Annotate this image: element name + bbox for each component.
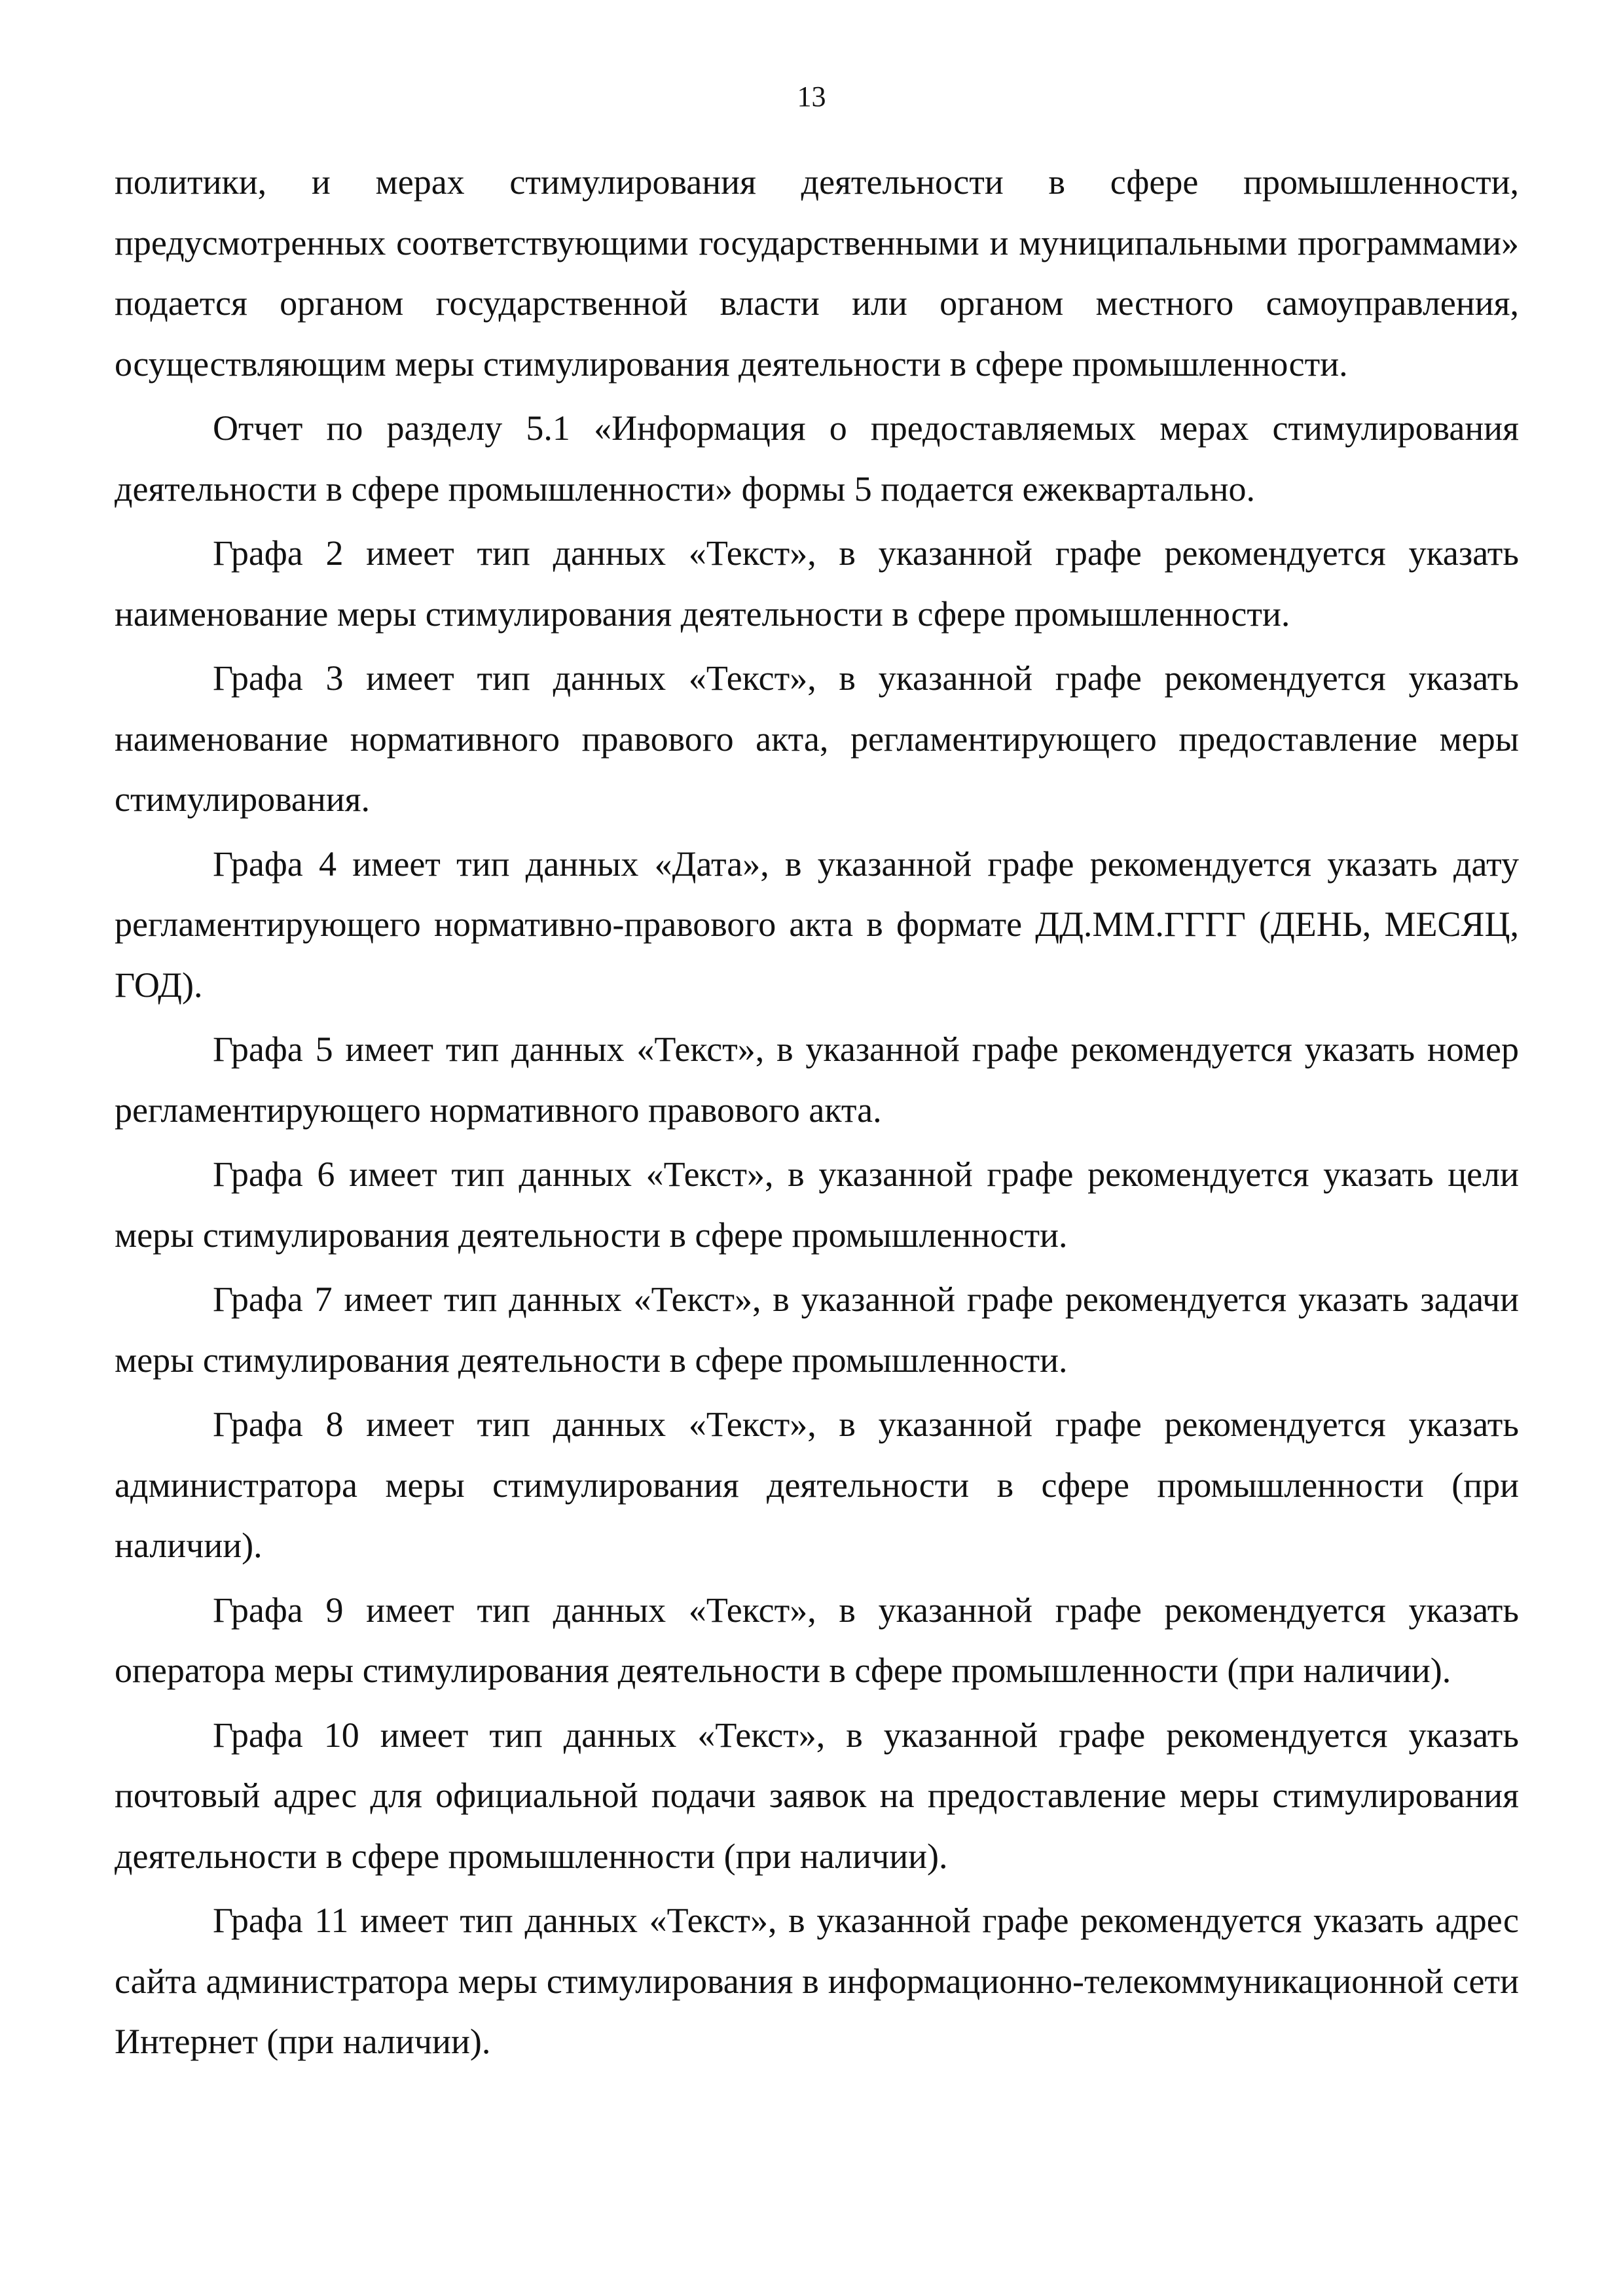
- document-body: [115, 152, 1519, 2076]
- paragraph-continuation: политики, и мерах стимулирования деятельности в сфере промышленности, предусмотренных соответствующими государственными и муниципальными программами» подается органом государственной власти или органом местного самоуправления, осуществляющим меры стимулирования деятельности в сфере промышленности.: [115, 162, 1519, 384]
- paragraph-column-3: Графа 3 имеет тип данных «Текст», в указанной графе рекомендуется указать наименование нормативного правового акта, регламентирующего предоставление меры стимулирования.: [115, 658, 1519, 819]
- paragraph-column-6: Графа 6 имеет тип данных «Текст», в указанной графе рекомендуется указать цели меры стимулирования деятельности в сфере промышленности.: [115, 1155, 1519, 1255]
- paragraph-report-section: Отчет по разделу 5.1 «Информация о предоставляемых мерах стимулирования деятельности в сфере промышленности» формы 5 подается ежеквартально.: [115, 408, 1519, 509]
- paragraph-column-4: Графа 4 имеет тип данных «Дата», в указанной графе рекомендуется указать дату регламентирующего нормативно-правового акта в формате ДД.ММ.ГГГГ (ДЕНЬ, МЕСЯЦ, ГОД).: [115, 844, 1519, 1005]
- paragraph-column-9: Графа 9 имеет тип данных «Текст», в указанной графе рекомендуется указать оператора меры стимулирования деятельности в сфере промышленности (при наличии).: [115, 1590, 1519, 1690]
- paragraph-column-11: Графа 11 имеет тип данных «Текст», в указанной графе рекомендуется указать адрес сайта администратора меры стимулирования в информационно-телекоммуникационной сети Интернет (при наличии).: [115, 1901, 1519, 2061]
- paragraph-column-10: Графа 10 имеет тип данных «Текст», в указанной графе рекомендуется указать почтовый адрес для официальной подачи заявок на предоставление меры стимулирования деятельности в сфере промышленности (при наличии).: [115, 1715, 1519, 1876]
- paragraph-column-5: Графа 5 имеет тип данных «Текст», в указанной графе рекомендуется указать номер регламентирующего нормативного правового акта.: [115, 1030, 1519, 1130]
- paragraph-column-2: Графа 2 имеет тип данных «Текст», в указанной графе рекомендуется указать наименование меры стимулирования деятельности в сфере промышленности.: [115, 533, 1519, 634]
- paragraph-column-8: Графа 8 имеет тип данных «Текст», в указанной графе рекомендуется указать администратора меры стимулирования деятельности в сфере промышленности (при наличии).: [115, 1405, 1519, 1565]
- page-number: 13: [797, 81, 826, 113]
- paragraph-column-7: Графа 7 имеет тип данных «Текст», в указанной графе рекомендуется указать задачи меры стимулирования деятельности в сфере промышленности.: [115, 1280, 1519, 1380]
